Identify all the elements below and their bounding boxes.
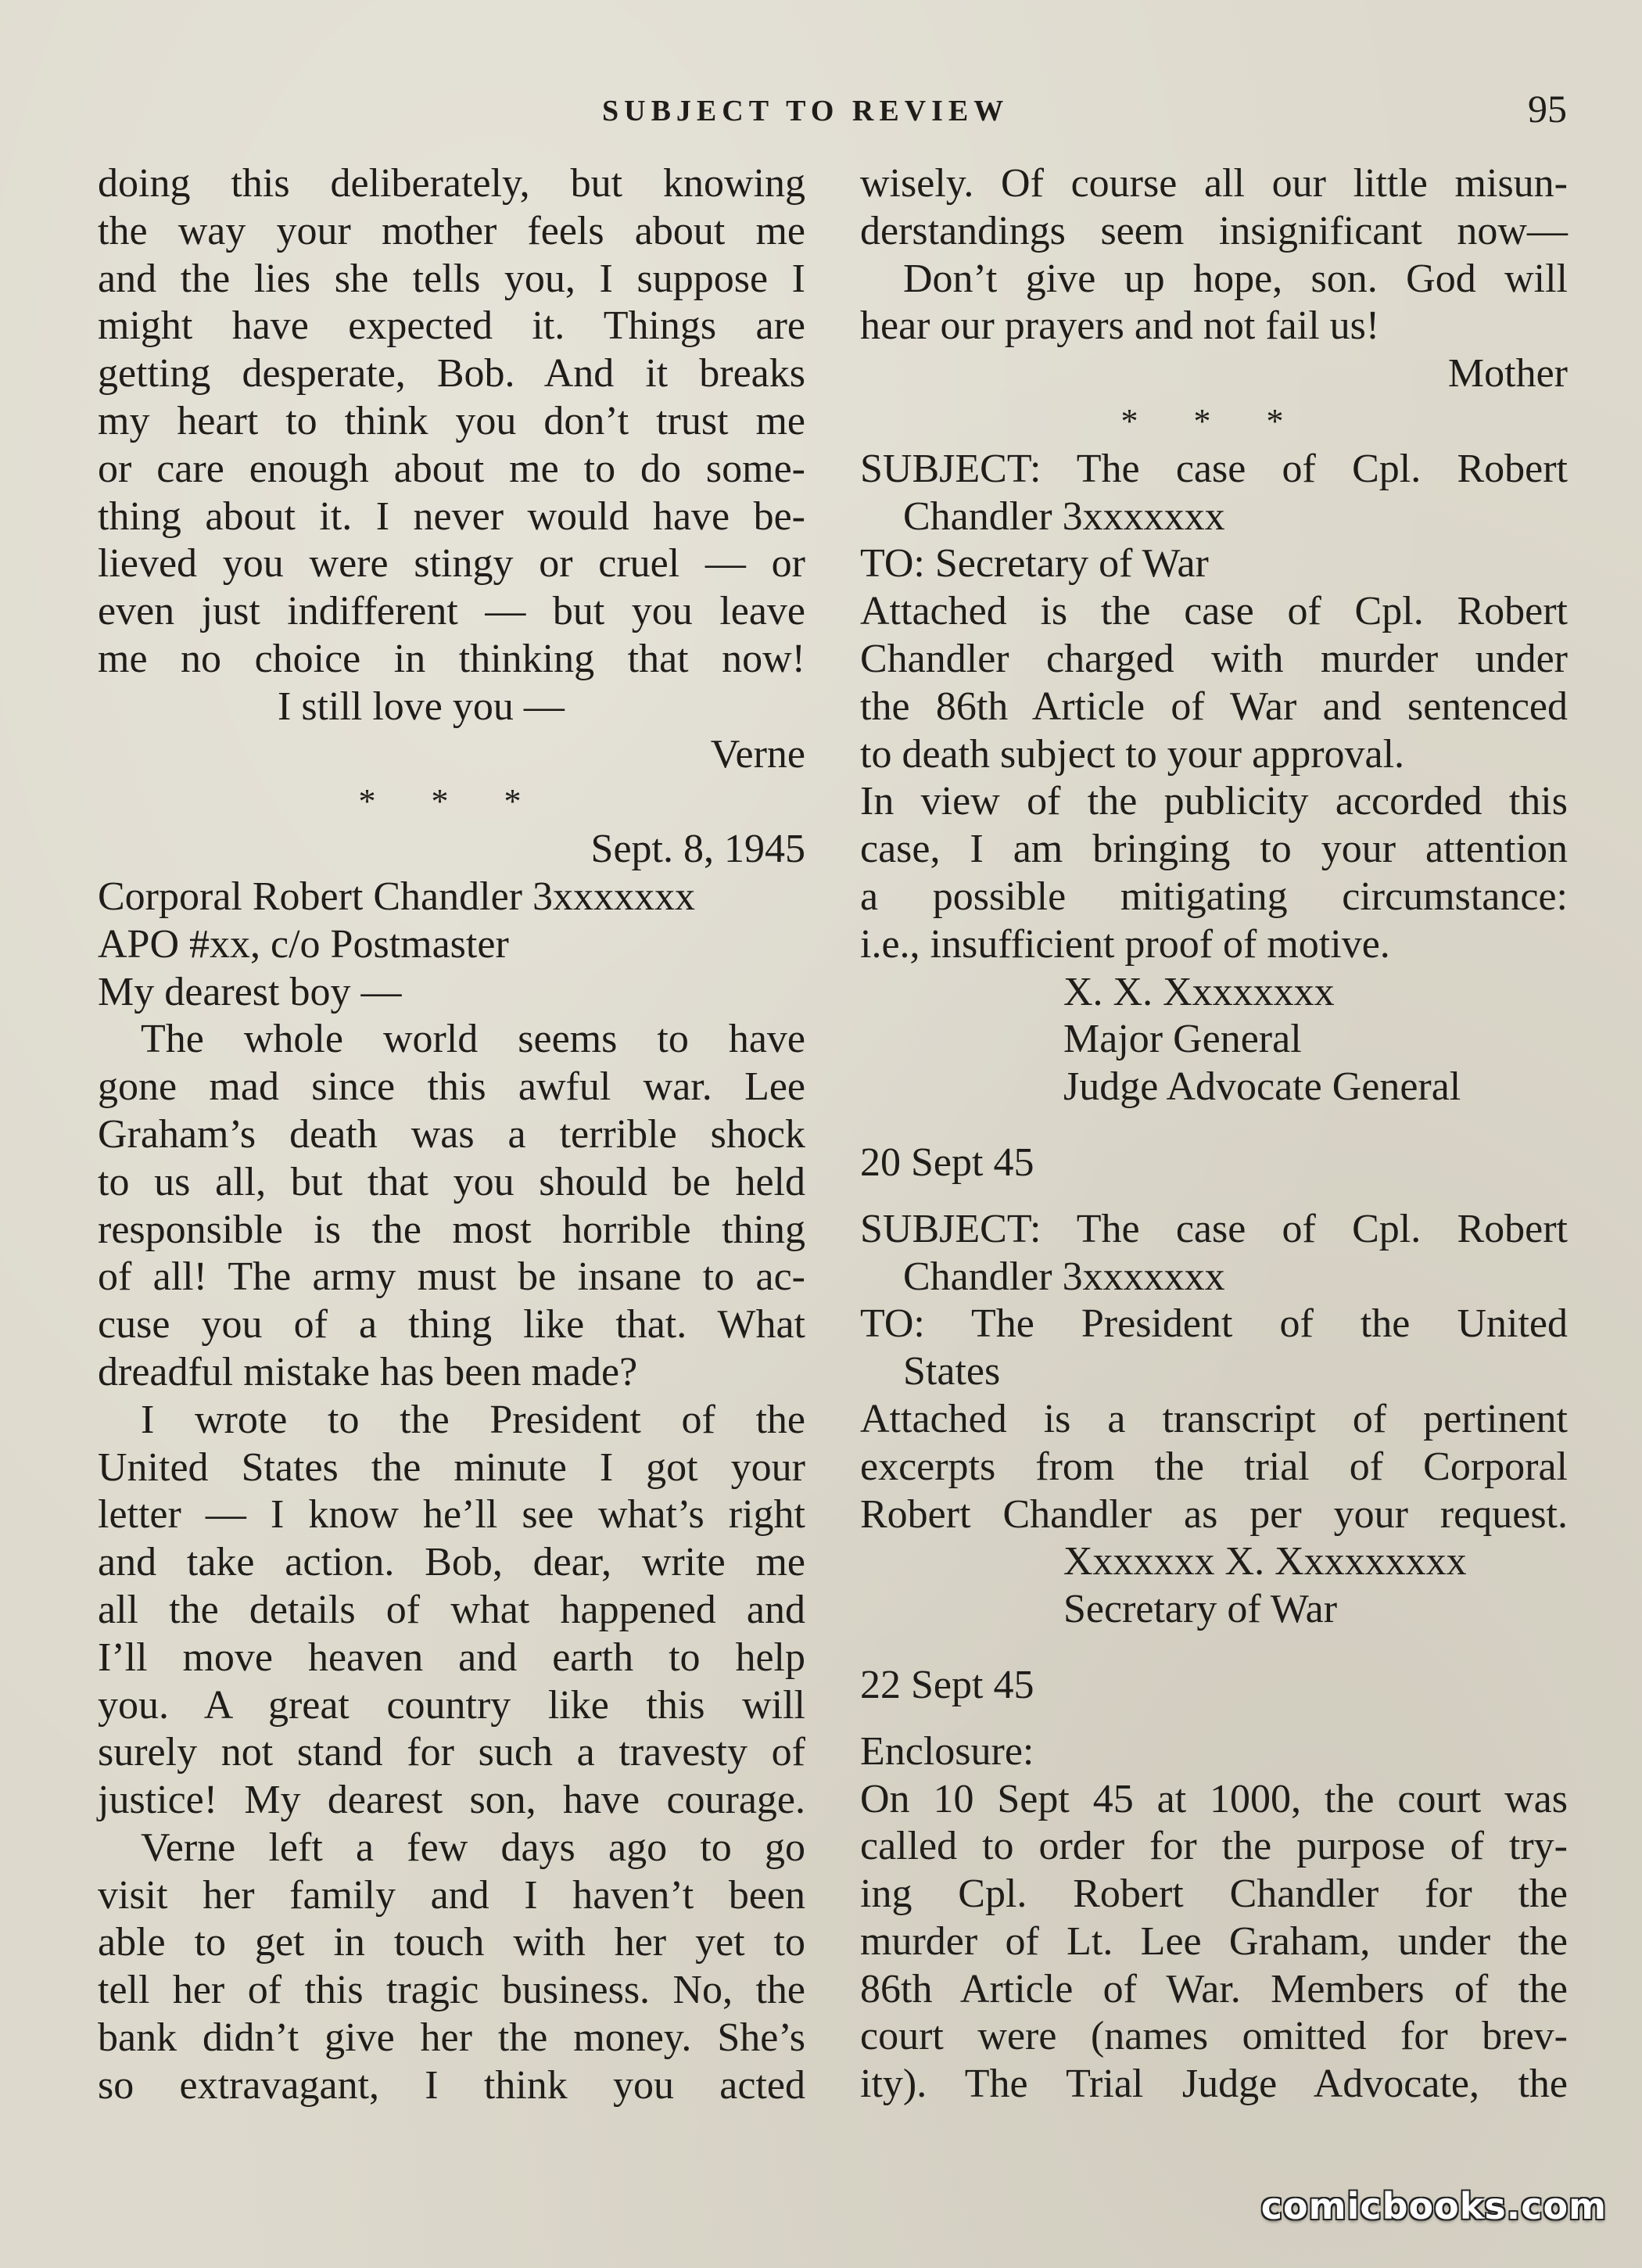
- text-line: The whole world seems to have: [141, 1017, 805, 1062]
- text-line: might have expected it. Things are: [98, 303, 805, 349]
- memo-signature-title: Judge Advocate General: [1063, 1064, 1461, 1110]
- text-line: responsible is the most horrible thing: [98, 1207, 805, 1252]
- address-line: Corporal Robert Chandler 3xxxxxxx: [98, 874, 695, 919]
- text-line: to death subject to your approval.: [860, 731, 1405, 777]
- text-line: or care enough about me to do some-: [98, 446, 805, 491]
- text-line: of all! The army must be insane to ac-: [98, 1254, 805, 1300]
- text-line: murder of Lt. Lee Graham, under the: [860, 1918, 1568, 1964]
- text-line: lieved you were stingy or cruel — or: [98, 541, 805, 587]
- text-line: able to get in touch with her yet to: [98, 1920, 805, 1965]
- text-line: Don’t give up hope, son. God will: [903, 256, 1568, 301]
- memo-date: 20 Sept 45: [860, 1139, 1034, 1185]
- site-watermark: comicbooks.com: [1260, 2185, 1607, 2227]
- text-line: the 86th Article of War and sentenced: [860, 684, 1568, 729]
- letter-date: Sept. 8, 1945: [590, 827, 805, 872]
- text-line: and the lies she tells you, I suppose I: [98, 256, 805, 301]
- text-line: ing Cpl. Robert Chandler for the: [860, 1871, 1568, 1917]
- right-column: [860, 160, 1568, 2108]
- text-line: case, I am bringing to your attention: [860, 827, 1568, 872]
- enclosure-label: Enclosure:: [860, 1728, 1034, 1774]
- signature-verne: Verne: [710, 731, 805, 777]
- text-line: visit her family and I haven’t been: [98, 1872, 805, 1918]
- text-line: called to order for the purpose of try-: [860, 1824, 1568, 1869]
- text-line: gone mad since this awful war. Lee: [98, 1064, 805, 1110]
- page-number: 95: [1528, 87, 1567, 131]
- text-line: In view of the publicity accorded this: [860, 779, 1568, 824]
- memo-to: TO: The President of the United: [860, 1301, 1568, 1347]
- memo-date: 22 Sept 45: [860, 1662, 1034, 1707]
- text-line: getting desperate, Bob. And it breaks: [98, 351, 805, 397]
- text-line: you. A great country like this will: [98, 1682, 805, 1728]
- memo-signature-rank: Major General: [1063, 1017, 1302, 1062]
- text-line: the way your mother feels about me: [98, 208, 805, 253]
- text-line: On 10 Sept 45 at 1000, the court was: [860, 1776, 1568, 1821]
- text-line: United States the minute I got your: [98, 1444, 805, 1490]
- text-line: Attached is a transcript of pertinent: [860, 1396, 1568, 1441]
- text-line: i.e., insufficient proof of motive.: [860, 921, 1390, 967]
- text-line: hear our prayers and not fail us!: [860, 303, 1380, 349]
- salutation: My dearest boy —: [98, 969, 402, 1014]
- memo-signature-name: X. X. Xxxxxxxx: [1063, 969, 1335, 1014]
- section-separator: * * *: [358, 782, 545, 821]
- text-line: Verne left a few days ago to go: [141, 1825, 805, 1870]
- running-title: SUBJECT TO REVIEW: [602, 95, 1009, 127]
- memo-signature-name: Xxxxxxx X. Xxxxxxxxx: [1063, 1539, 1467, 1584]
- text-line: I’ll move heaven and earth to help: [98, 1635, 805, 1680]
- section-separator: * * *: [1120, 401, 1307, 440]
- address-line: APO #xx, c/o Postmaster: [98, 921, 509, 967]
- text-line: thing about it. I never would have be-: [98, 493, 805, 539]
- text-line: surely not stand for such a travesty of: [98, 1730, 805, 1775]
- text-line: Robert Chandler as per your request.: [860, 1491, 1568, 1537]
- text-line: bank didn’t give her the money. She’s: [98, 2015, 805, 2061]
- memo-signature-title: Secretary of War: [1063, 1587, 1338, 1632]
- text-line: tell her of this tragic business. No, the: [98, 1968, 805, 2013]
- text-line: ity). The Trial Judge Advocate, the: [860, 2062, 1568, 2107]
- text-line: even just indifferent — but you leave: [98, 589, 805, 634]
- left-column: [98, 160, 805, 2110]
- memo-to-cont: States: [903, 1349, 1001, 1394]
- text-line: wisely. Of course all our little misun-: [860, 161, 1568, 206]
- text-line: to us all, but that you should be held: [98, 1159, 805, 1204]
- text-line: I wrote to the President of the: [141, 1397, 805, 1442]
- letter-closing: I still love you —: [278, 684, 565, 729]
- text-line: cuse you of a thing like that. What: [98, 1302, 805, 1348]
- text-line: excerpts from the trial of Corporal: [860, 1444, 1568, 1489]
- text-line: all the details of what happened and: [98, 1587, 805, 1632]
- memo-subject-cont: Chandler 3xxxxxxx: [903, 1254, 1225, 1299]
- text-line: justice! My dearest son, have courage.: [98, 1778, 805, 1823]
- text-line: dreadful mistake has been made?: [98, 1349, 638, 1394]
- page-header: [0, 87, 1642, 141]
- text-line: and take action. Bob, dear, write me: [98, 1540, 805, 1585]
- text-line: derstandings seem insignificant now—: [860, 208, 1568, 253]
- text-line: court were (names omitted for brev-: [860, 2014, 1568, 2059]
- signature-mother: Mother: [1447, 351, 1568, 397]
- text-line: my heart to think you don’t trust me: [98, 398, 805, 443]
- text-line: Attached is the case of Cpl. Robert: [860, 589, 1568, 634]
- text-line: doing this deliberately, but knowing: [98, 161, 805, 206]
- text-line: Chandler charged with murder under: [860, 636, 1568, 681]
- memo-subject: SUBJECT: The case of Cpl. Robert: [860, 446, 1568, 491]
- memo-subject-cont: Chandler 3xxxxxxx: [903, 493, 1225, 539]
- text-line: so extravagant, I think you acted: [98, 2062, 805, 2108]
- text-line: 86th Article of War. Members of the: [860, 1966, 1568, 2011]
- memo-subject: SUBJECT: The case of Cpl. Robert: [860, 1206, 1568, 1251]
- memo-to: TO: Secretary of War: [860, 541, 1209, 587]
- text-line: Graham’s death was a terrible shock: [98, 1111, 805, 1157]
- text-line: me no choice in thinking that now!: [98, 636, 805, 681]
- text-line: letter — I know he’ll see what’s right: [98, 1492, 805, 1538]
- text-line: a possible mitigating circumstance:: [860, 874, 1568, 919]
